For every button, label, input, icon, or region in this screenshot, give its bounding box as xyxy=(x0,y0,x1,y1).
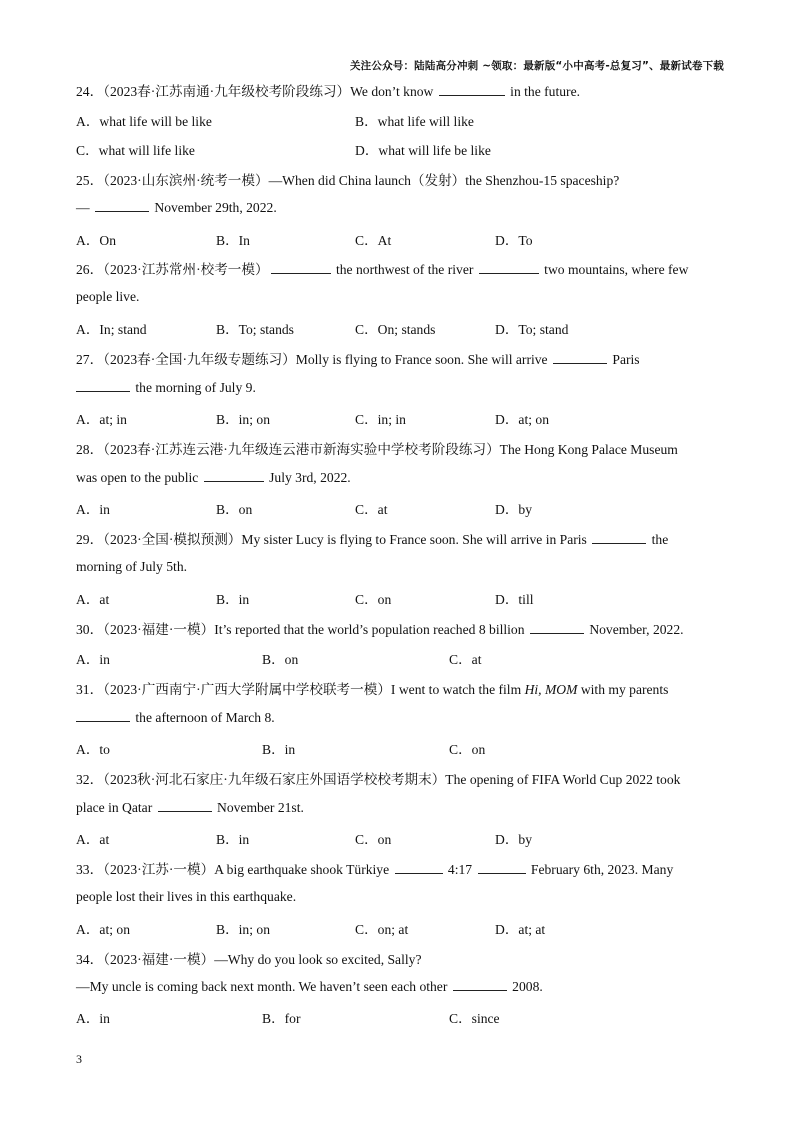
option-c: C．in; in xyxy=(355,412,406,427)
answer-blank xyxy=(158,799,212,812)
option-d: D．till xyxy=(495,592,534,607)
answer-blank xyxy=(395,861,443,874)
answer-blank xyxy=(553,351,607,364)
option-d: D．To; stand xyxy=(495,322,569,337)
question-32-line-2: place in Qatar November 21st. xyxy=(76,800,304,815)
option-d: D．what will life be like xyxy=(355,143,491,158)
option-c: C．on xyxy=(355,592,392,607)
option-b: B．on xyxy=(216,502,253,517)
question-24: 24．（2023春·江苏南通·九年级校考阶段练习）We don’t know in the future. xyxy=(76,84,581,99)
option-d: D．by xyxy=(495,832,533,847)
option-a: A．what life will be like xyxy=(76,114,212,129)
option-a: A．in xyxy=(76,1011,110,1026)
option-a: A．at; in xyxy=(76,412,127,427)
question-number: 24． xyxy=(76,84,104,99)
answer-blank xyxy=(271,261,331,274)
answer-blank xyxy=(439,83,505,96)
question-25-line-2: — November 29th, 2022. xyxy=(76,200,277,215)
question-source: （2023·江苏常州·校考一模） xyxy=(103,262,269,277)
answer-blank xyxy=(95,199,149,212)
question-26-line-2: people live. xyxy=(76,289,140,304)
question-source: （2023·福建·一模） xyxy=(103,952,215,967)
option-b: B．what life will like xyxy=(355,114,474,129)
option-c: C．at xyxy=(449,652,482,667)
answer-blank xyxy=(453,978,507,991)
question-source: （2023·广西南宁·广西大学附属中学校联考一模） xyxy=(103,682,391,697)
option-a: A．at; on xyxy=(76,922,130,937)
question-27-line-2: the morning of July 9. xyxy=(76,379,256,396)
answer-blank xyxy=(530,621,584,634)
question-number: 27． xyxy=(76,352,104,367)
question-number: 34． xyxy=(76,952,104,967)
option-b: B．in; on xyxy=(216,922,271,937)
question-25: 25．（2023·山东滨州·统考一模）—When did China launch（发射）the Shenzhou-15 spaceship? xyxy=(76,173,620,188)
question-number: 31． xyxy=(76,682,104,697)
question-number: 28． xyxy=(76,442,104,457)
question-source: （2023春·江苏连云港·九年级连云港市新海实验中学校考阶段练习） xyxy=(103,442,500,457)
question-source: （2023春·江苏南通·九年级校考阶段练习） xyxy=(103,84,351,99)
question-34: 34．（2023·福建·一模）—Why do you look so excited, Sally? xyxy=(76,952,422,967)
question-number: 25． xyxy=(76,173,104,188)
option-c: C．on; at xyxy=(355,922,409,937)
question-33: 33．（2023·江苏·一模）A big earthquake shook Türkiye 4:17 February 6th, 2023. Many xyxy=(76,862,674,877)
option-c: C．On; stands xyxy=(355,322,436,337)
option-a: A．in xyxy=(76,652,110,667)
question-source: （2023·福建·一模） xyxy=(103,622,215,637)
question-number: 26． xyxy=(76,262,104,277)
option-b: B．To; stands xyxy=(216,322,294,337)
option-a: A．at xyxy=(76,592,110,607)
question-32: 32．（2023秋·河北石家庄·九年级石家庄外国语学校校考期末）The opening of FIFA World Cup 2022 took xyxy=(76,772,681,787)
answer-blank xyxy=(204,469,264,482)
option-b: B．on xyxy=(262,652,299,667)
option-c: C．since xyxy=(449,1011,500,1026)
question-31: 31．（2023·广西南宁·广西大学附属中学校联考一模）I went to watch the film Hi, MOM with my parents xyxy=(76,682,669,697)
question-source: （2023·全国·模拟预测） xyxy=(103,532,242,547)
page-header: 关注公众号：陆陆高分冲刺 ~领取：最新版“小中高考-总复习”、最新试卷下载 xyxy=(349,60,724,72)
answer-blank xyxy=(76,379,130,392)
option-b: B．in xyxy=(262,742,296,757)
option-c: C．what will life like xyxy=(76,143,195,158)
option-d: D．at; at xyxy=(495,922,546,937)
option-d: D．at; on xyxy=(495,412,549,427)
question-27: 27．（2023春·全国·九年级专题练习）Molly is flying to France soon. She will arrive Paris xyxy=(76,352,640,367)
question-number: 33． xyxy=(76,862,104,877)
option-d: D．by xyxy=(495,502,533,517)
answer-blank xyxy=(479,261,539,274)
question-26: 26．（2023·江苏常州·校考一模） the northwest of the river two mountains, where few xyxy=(76,262,689,277)
option-c: C．At xyxy=(355,233,392,248)
question-31-line-2: the afternoon of March 8. xyxy=(76,709,275,726)
option-a: A．to xyxy=(76,742,110,757)
question-number: 30． xyxy=(76,622,104,637)
question-29: 29．（2023·全国·模拟预测）My sister Lucy is flying to France soon. She will arrive in Paris the xyxy=(76,532,669,547)
option-b: B．in; on xyxy=(216,412,271,427)
option-c: C．at xyxy=(355,502,388,517)
question-30: 30．（2023·福建·一模）It’s reported that the world’s population reached 8 billion November, 2022. xyxy=(76,622,684,637)
question-28-line-2: was open to the public July 3rd, 2022. xyxy=(76,470,351,485)
option-d: D．To xyxy=(495,233,533,248)
page-number: 3 xyxy=(76,1052,82,1066)
question-number: 29． xyxy=(76,532,104,547)
answer-blank xyxy=(592,531,646,544)
option-b: B．In xyxy=(216,233,250,248)
option-c: C．on xyxy=(355,832,392,847)
option-a: A．On xyxy=(76,233,117,248)
answer-blank xyxy=(478,861,526,874)
option-a: A．at xyxy=(76,832,110,847)
option-b: B．in xyxy=(216,592,250,607)
option-a: A．in xyxy=(76,502,110,517)
question-source: （2023·山东滨州·统考一模） xyxy=(103,173,269,188)
question-source: （2023春·全国·九年级专题练习） xyxy=(103,352,296,367)
question-number: 32． xyxy=(76,772,104,787)
option-a: A．In; stand xyxy=(76,322,147,337)
option-b: B．for xyxy=(262,1011,301,1026)
question-34-line-2: —My uncle is coming back next month. We haven’t seen each other 2008. xyxy=(76,979,543,994)
option-c: C．on xyxy=(449,742,486,757)
question-source: （2023秋·河北石家庄·九年级石家庄外国语学校校考期末） xyxy=(103,772,446,787)
question-28: 28．（2023春·江苏连云港·九年级连云港市新海实验中学校考阶段练习）The Hong Kong Palace Museum xyxy=(76,442,678,457)
question-29-line-2: morning of July 5th. xyxy=(76,559,188,574)
question-source: （2023·江苏·一模） xyxy=(103,862,215,877)
option-b: B．in xyxy=(216,832,250,847)
answer-blank xyxy=(76,709,130,722)
question-33-line-2: people lost their lives in this earthquake. xyxy=(76,889,297,904)
